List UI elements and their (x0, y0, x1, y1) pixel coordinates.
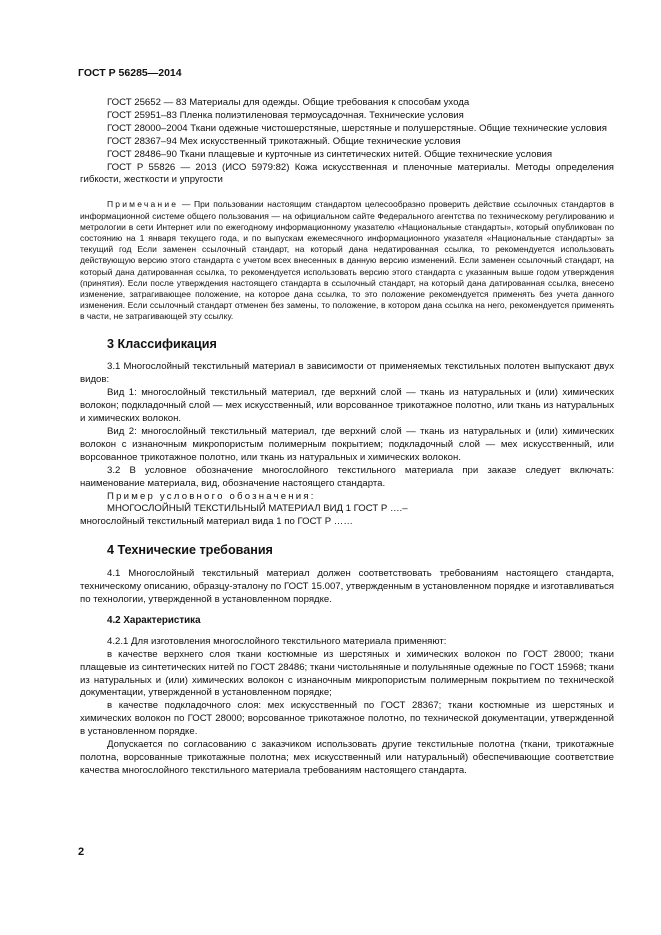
note-label: Примечание (107, 199, 179, 210)
note-paragraph (80, 199, 614, 322)
reference-item: ГОСТ Р 55826 — 2013 (ИСО 5979:82) Кожа искусственная и пленочные материалы. Методы определения гибкости, жесткости и упругости (80, 161, 614, 186)
reference-item: ГОСТ 25951–83 Пленка полиэтиленовая термоусадочная. Технические условия (107, 109, 464, 121)
paragraph: 3.2 В условное обозначение многослойного текстильного материала при заказе следует включать: наименование материала, вид, обозначение настоящего стандарта. (80, 464, 614, 489)
section-3-title: 3 Классификация (107, 336, 217, 351)
reference-item: ГОСТ 25652 — 83 Материалы для одежды. Общие требования к способам ухода (107, 97, 470, 108)
note-block (80, 199, 614, 322)
section-4-title: 4 Технические требования (107, 543, 273, 558)
paragraph: Вид 2: многослойный текстильный материал, где верхний слой — ткань из натуральных и (или) химических волокон с изнаночным микропористым полимерным покрытием; подкладочный слой — мех искусственный, или ворсованное трикотажное полотно, или ткань из натуральных и химических волокон. (80, 426, 614, 463)
example-line: МНОГОСЛОЙНЫЙ ТЕКСТИЛЬНЫЙ МАТЕРИАЛ ВИД 1 ГОСТ Р ….– (107, 503, 408, 515)
page-number: 2 (78, 846, 85, 858)
document-body (80, 97, 614, 778)
reference-item: ГОСТ 28486–90 Ткани плащевые и курточные из синтетических нитей. Общие технические условия (107, 148, 553, 160)
example-label: Пример условного обозначения: (107, 490, 316, 502)
paragraph: в качестве верхнего слоя ткани костюмные из шерстяных и химических волокон по ГОСТ 28000; ткани плащевые из синтетических нитей по ГОСТ 28486; ткани чистольняные и полульняные одежные по ГОСТ 15968; ткани из натуральных и (или) химических волокон с изнаночным микропористым полимерным покрытием по технической документации, утвержденной в установленном порядке; (80, 648, 614, 699)
paragraph: Допускается по согласованию с заказчиком использовать другие текстильные полотна (ткани, трикотажные полотна, ворсованные трикотажные полотна; мех искусственный или натуральный) обеспечивающие соответствие качества многослойного текстильного материала требованиям настоящего стандарта. (80, 739, 614, 776)
references-list (80, 97, 614, 187)
paragraph: 3.1 Многослойный текстильный материал в зависимости от применяемых текстильных полотен выпускают двух видов: (80, 361, 614, 386)
reference-item: ГОСТ 28000–2004 Ткани одежные чистошерстяные, шерстяные и полушерстяные. Общие технические условия (107, 122, 607, 134)
reference-item: ГОСТ 28367–94 Мех искусственный трикотажный. Общие технические условия (107, 135, 461, 147)
note-text: — При пользовании настоящим стандартом целесообразно проверить действие ссылочных стандартов в информационной системе общего пользования — на официальном сайте Федерального агентства по техническому регулированию и метрологии в сети Интернет или по ежегодному информационному указателю «Национальные стандарты», который опубликован по состоянию на 1 января текущего года, и по выпускам ежемесячного информационного указателя «Национальные стандарты» за текущий год Если заменен ссылочный стандарт, на который дана недатированная ссылка, то рекомендуется использовать действующую версию этого стандарта с учетом всех внесенных в данную версию изменений. Если заменен ссылочный стандарт, на который дана датированная ссылка, то рекомендуется использовать версию этого стандарта с указанным выше годом утверждения (принятия). Если после утверждения настоящего стандарта в ссылочный стандарт, на который дана датированная ссылка, внесено изменение, затрагивающее положение, на которое дана ссылка, то это положение рекомендуется применять без учета данного изменения. Если ссылочный стандарт отменен без замены, то положение, в котором дана ссылка на него, рекомендуется применять в части, не затрагивающей эту ссылку. (80, 199, 614, 322)
paragraph: 4.2.1 Для изготовления многослойного текстильного материала применяют: (107, 635, 447, 647)
document-header: ГОСТ Р 56285—2014 (78, 67, 182, 79)
paragraph: Вид 1: многослойный текстильный материал, где верхний слой — ткань из натуральных и (или) химических волокон; подкладочный слой — мех искусственный, или ворсованное трикотажное полотно, или ткань из натуральных и химических волокон. (80, 387, 614, 425)
paragraph: в качестве подкладочного слоя: мех искусственный по ГОСТ 28367; ткани костюмные из шерстяных и химических волокон по ГОСТ 28000; ворсованное трикотажное полотно, по технической документации, утвержденной в установленном порядке. (80, 700, 614, 738)
example-line: многослойный текстильный материал вида 1 по ГОСТ Р …… (80, 516, 353, 528)
subsection-title: 4.2 Характеристика (107, 614, 201, 626)
paragraph: 4.1 Многослойный текстильный материал должен соответствовать требованиям настоящего стандарта, техническому описанию, образцу-эталону по ГОСТ 15.007, утвержденным в установленном порядке и изготавливаться по технологии, утвержденной в установленном порядке. (80, 568, 614, 605)
